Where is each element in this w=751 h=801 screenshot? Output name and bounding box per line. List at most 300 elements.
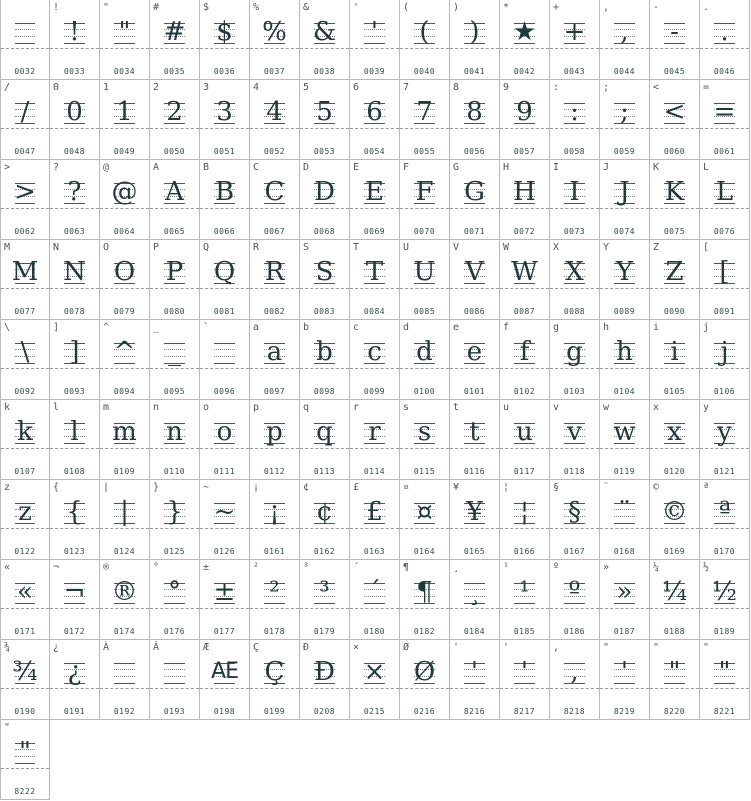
glyph-preview: $ [216, 17, 233, 47]
baseline-divider [550, 448, 599, 449]
glyph-cell[interactable] [550, 240, 600, 320]
glyph-character-label: F [403, 162, 410, 173]
glyph-cell[interactable] [500, 400, 550, 480]
glyph-cell[interactable] [700, 80, 750, 160]
glyph-character-label: $ [203, 2, 210, 13]
glyph-cell[interactable] [450, 400, 500, 480]
glyph-code: 0174 [113, 627, 136, 636]
glyph-cell[interactable] [600, 400, 650, 480]
glyph-cell[interactable] [350, 560, 400, 640]
glyph-preview: ª [718, 497, 731, 527]
glyph-preview: 9 [516, 97, 533, 127]
glyph-cell[interactable] [0, 720, 50, 800]
baseline-divider [100, 368, 149, 369]
glyph-cell[interactable] [300, 160, 350, 240]
glyph-cell[interactable] [600, 0, 650, 80]
glyph-character-label: { [53, 482, 60, 493]
glyph-code: 0198 [213, 707, 236, 716]
glyph-cell[interactable] [400, 560, 450, 640]
glyph-code: 0096 [213, 387, 236, 396]
glyph-cell[interactable] [50, 80, 100, 160]
glyph-character-label: " [4, 722, 11, 733]
glyph-cell[interactable] [100, 240, 150, 320]
glyph-character-label: n [153, 402, 160, 413]
glyph-cell[interactable] [350, 240, 400, 320]
glyph-cell[interactable] [250, 560, 300, 640]
glyph-cell[interactable] [600, 480, 650, 560]
glyph-cell[interactable] [550, 160, 600, 240]
baseline-divider [300, 448, 349, 449]
glyph-cell[interactable] [200, 240, 250, 320]
glyph-code: 0051 [213, 147, 236, 156]
glyph-cell[interactable] [100, 400, 150, 480]
baseline-divider [400, 608, 449, 609]
glyph-preview: N [63, 257, 86, 287]
glyph-cell[interactable] [200, 560, 250, 640]
glyph-cell[interactable] [600, 320, 650, 400]
glyph-character-label: - [653, 2, 660, 13]
glyph-preview: & [312, 17, 337, 47]
glyph-cell[interactable] [150, 560, 200, 640]
glyph-cell[interactable] [500, 0, 550, 80]
glyph-code: 0185 [513, 627, 536, 636]
glyph-cell[interactable] [150, 480, 200, 560]
glyph-cell[interactable] [50, 480, 100, 560]
glyph-cell[interactable] [150, 0, 200, 80]
glyph-cell[interactable] [0, 80, 50, 160]
baseline-divider [250, 448, 299, 449]
glyph-cell[interactable] [400, 320, 450, 400]
glyph-character-label: p [253, 402, 260, 413]
glyph-cell[interactable] [650, 160, 700, 240]
glyph-cell[interactable] [50, 560, 100, 640]
glyph-cell[interactable] [600, 80, 650, 160]
glyph-cell[interactable] [250, 640, 300, 720]
glyph-preview: ³ [319, 577, 330, 607]
glyph-code: 0109 [113, 467, 136, 476]
glyph-cell[interactable] [450, 640, 500, 720]
glyph-character-label: Ð [303, 642, 310, 653]
baseline-divider [200, 448, 249, 449]
glyph-cell[interactable] [400, 480, 450, 560]
glyph-cell[interactable] [350, 480, 400, 560]
baseline-divider [350, 128, 399, 129]
glyph-preview: ¡ [269, 497, 280, 527]
glyph-code: 0087 [513, 307, 536, 316]
baseline-divider [100, 528, 149, 529]
glyph-cell[interactable] [550, 80, 600, 160]
glyph-code: 0080 [163, 307, 186, 316]
glyph-cell[interactable] [0, 0, 50, 80]
glyph-cell[interactable] [250, 480, 300, 560]
glyph-cell[interactable] [250, 240, 300, 320]
glyph-character-label: 9 [503, 82, 510, 93]
glyph-code: 0069 [363, 227, 386, 236]
glyph-cell[interactable] [250, 400, 300, 480]
glyph-cell[interactable] [700, 560, 750, 640]
glyph-cell[interactable] [100, 0, 150, 80]
glyph-cell[interactable] [400, 160, 450, 240]
glyph-preview: [ [719, 257, 730, 287]
glyph-cell[interactable] [600, 560, 650, 640]
glyph-preview: Đ [314, 657, 335, 687]
glyph-character-label: 0 [53, 82, 60, 93]
glyph-cell[interactable] [100, 640, 150, 720]
glyph-cell[interactable] [400, 240, 450, 320]
glyph-cell[interactable] [500, 480, 550, 560]
glyph-preview: d [416, 337, 433, 367]
glyph-cell[interactable] [650, 640, 700, 720]
glyph-cell[interactable] [300, 560, 350, 640]
glyph-code: 0104 [613, 387, 636, 396]
glyph-code: 0126 [213, 547, 236, 556]
glyph-cell[interactable] [0, 560, 50, 640]
glyph-cell[interactable] [0, 320, 50, 400]
glyph-cell[interactable] [300, 480, 350, 560]
glyph-cell[interactable] [700, 320, 750, 400]
glyph-cell[interactable] [0, 240, 50, 320]
glyph-cell[interactable] [650, 480, 700, 560]
glyph-code: 0179 [313, 627, 336, 636]
glyph-cell[interactable] [150, 400, 200, 480]
glyph-cell[interactable] [150, 320, 200, 400]
glyph-preview: ' [370, 17, 379, 47]
glyph-cell[interactable] [550, 560, 600, 640]
glyph-code: 0117 [513, 467, 536, 476]
glyph-cell[interactable] [650, 560, 700, 640]
glyph-cell[interactable] [350, 0, 400, 80]
glyph-preview: R [264, 257, 285, 287]
glyph-preview: AE [211, 659, 238, 684]
glyph-preview: Q [213, 257, 236, 287]
glyph-code: 0045 [663, 67, 686, 76]
glyph-cell[interactable] [200, 0, 250, 80]
glyph-cell[interactable] [700, 480, 750, 560]
glyph-character-label: « [4, 562, 11, 573]
glyph-cell[interactable] [50, 320, 100, 400]
glyph-preview: T [365, 257, 384, 287]
glyph-cell[interactable] [100, 320, 150, 400]
glyph-cell[interactable] [600, 160, 650, 240]
glyph-cell[interactable] [400, 0, 450, 80]
baseline-divider [400, 448, 449, 449]
baseline-divider [700, 608, 749, 609]
glyph-cell[interactable] [200, 80, 250, 160]
baseline-divider [200, 208, 249, 209]
glyph-cell[interactable] [200, 480, 250, 560]
baseline-divider [700, 128, 749, 129]
glyph-cell[interactable] [300, 640, 350, 720]
baseline-divider [100, 128, 149, 129]
glyph-preview: £ [366, 497, 383, 527]
glyph-code: 0057 [513, 147, 536, 156]
baseline-divider [650, 208, 699, 209]
glyph-cell[interactable] [50, 240, 100, 320]
glyph-character-label: ¾ [4, 642, 11, 653]
glyph-cell[interactable] [650, 320, 700, 400]
baseline-divider [1, 688, 49, 689]
glyph-preview: ] [69, 337, 80, 367]
glyph-cell[interactable] [450, 320, 500, 400]
glyph-preview: ² [269, 577, 280, 607]
glyph-cell[interactable] [150, 160, 200, 240]
glyph-cell[interactable] [600, 640, 650, 720]
glyph-cell[interactable] [500, 640, 550, 720]
glyph-cell[interactable] [100, 160, 150, 240]
glyph-code: 0073 [563, 227, 586, 236]
glyph-cell[interactable] [550, 0, 600, 80]
glyph-preview: P [165, 257, 184, 287]
glyph-cell[interactable] [200, 400, 250, 480]
glyph-character-label: ª [703, 482, 710, 493]
glyph-cell[interactable] [0, 400, 50, 480]
glyph-preview: > [14, 177, 36, 207]
baseline-divider [250, 688, 299, 689]
glyph-cell[interactable] [700, 640, 750, 720]
glyph-cell[interactable] [350, 160, 400, 240]
glyph-cell[interactable] [50, 160, 100, 240]
glyph-preview: » [616, 577, 633, 607]
glyph-cell[interactable] [600, 240, 650, 320]
glyph-cell[interactable] [500, 80, 550, 160]
glyph-preview [150, 656, 199, 688]
glyph-cell[interactable] [50, 640, 100, 720]
glyph-cell[interactable] [300, 0, 350, 80]
baseline-divider [400, 128, 449, 129]
glyph-preview: ¨ [618, 497, 631, 527]
glyph-code: 0034 [113, 67, 136, 76]
glyph-code: 0164 [413, 547, 436, 556]
glyph-character-label: @ [103, 162, 110, 173]
glyph-preview: \ [20, 337, 30, 367]
glyph-preview: ' [520, 657, 529, 687]
glyph-code: 0033 [63, 67, 86, 76]
baseline-divider [300, 368, 349, 369]
glyph-cell[interactable] [350, 640, 400, 720]
baseline-divider [550, 608, 599, 609]
baseline-divider [1, 768, 49, 769]
glyph-code: 0043 [563, 67, 586, 76]
glyph-preview: ® [111, 577, 138, 607]
glyph-cell[interactable] [650, 400, 700, 480]
baseline-divider [250, 208, 299, 209]
glyph-cell[interactable] [700, 160, 750, 240]
glyph-cell[interactable] [150, 80, 200, 160]
glyph-preview: y [717, 417, 732, 447]
glyph-cell[interactable] [0, 640, 50, 720]
glyph-character-label: S [303, 242, 310, 253]
baseline-divider [250, 608, 299, 609]
glyph-cell[interactable] [300, 320, 350, 400]
glyph-preview: A [165, 177, 184, 207]
glyph-code: 0191 [63, 707, 86, 716]
glyph-code: 0070 [413, 227, 436, 236]
glyph-cell[interactable] [50, 0, 100, 80]
glyph-code: 0114 [363, 467, 386, 476]
glyph-preview [1, 16, 49, 48]
glyph-cell[interactable] [650, 0, 700, 80]
glyph-preview [200, 336, 249, 368]
glyph-cell[interactable] [150, 640, 200, 720]
glyph-code: 8222 [14, 787, 36, 796]
glyph-preview: v [567, 417, 582, 447]
baseline-divider [700, 448, 749, 449]
glyph-preview: ^ [113, 337, 136, 367]
glyph-code: 0180 [363, 627, 386, 636]
glyph-cell[interactable] [450, 160, 500, 240]
glyph-cell[interactable] [700, 400, 750, 480]
glyph-character-label: | [103, 482, 110, 493]
glyph-cell[interactable] [500, 560, 550, 640]
glyph-character-label: % [253, 2, 260, 13]
baseline-divider [150, 528, 199, 529]
baseline-divider [450, 288, 499, 289]
glyph-preview: Ç [264, 657, 285, 687]
glyph-preview: L [715, 177, 734, 207]
glyph-cell[interactable] [300, 80, 350, 160]
glyph-cell[interactable] [400, 80, 450, 160]
glyph-cell[interactable] [650, 80, 700, 160]
glyph-cell[interactable] [550, 640, 600, 720]
baseline-divider [400, 368, 449, 369]
glyph-preview: O [113, 257, 136, 287]
glyph-code: 0060 [663, 147, 686, 156]
glyph-preview: _ [168, 337, 181, 367]
glyph-preview: e [466, 337, 483, 367]
glyph-cell[interactable] [500, 320, 550, 400]
glyph-character-label: e [453, 322, 460, 333]
glyph-code: 0166 [513, 547, 536, 556]
glyph-cell[interactable] [350, 400, 400, 480]
glyph-preview: 4 [266, 97, 283, 127]
glyph-character-label: W [503, 242, 510, 253]
glyph-character-label: f [503, 322, 510, 333]
baseline-divider [100, 48, 149, 49]
glyph-cell[interactable] [200, 320, 250, 400]
baseline-divider [550, 688, 599, 689]
glyph-cell[interactable] [250, 160, 300, 240]
glyph-preview: " [118, 17, 131, 47]
glyph-character-label: O [103, 242, 110, 253]
glyph-preview: K [664, 177, 685, 207]
glyph-character-label: » [603, 562, 610, 573]
glyph-preview: W [511, 257, 538, 287]
glyph-cell[interactable] [0, 480, 50, 560]
glyph-cell[interactable] [700, 240, 750, 320]
glyph-cell[interactable] [200, 640, 250, 720]
glyph-cell[interactable] [300, 240, 350, 320]
glyph-cell[interactable] [450, 240, 500, 320]
glyph-preview: " [668, 657, 681, 687]
glyph-cell[interactable] [300, 400, 350, 480]
glyph-code: 0092 [14, 387, 36, 396]
glyph-character-label: Q [203, 242, 210, 253]
glyph-preview: F [415, 177, 434, 207]
glyph-cell[interactable] [400, 640, 450, 720]
baseline-divider [600, 448, 649, 449]
glyph-cell[interactable] [150, 240, 200, 320]
glyph-code: 0119 [613, 467, 636, 476]
baseline-divider [150, 688, 199, 689]
glyph-code: 0099 [363, 387, 386, 396]
glyph-cell[interactable] [450, 480, 500, 560]
glyph-character-label: < [653, 82, 660, 93]
baseline-divider [150, 48, 199, 49]
baseline-divider [650, 368, 699, 369]
baseline-divider [100, 288, 149, 289]
glyph-cell[interactable] [400, 400, 450, 480]
glyph-character-label: v [553, 402, 560, 413]
glyph-cell[interactable] [250, 0, 300, 80]
glyph-cell[interactable] [450, 0, 500, 80]
glyph-cell[interactable] [550, 400, 600, 480]
glyph-cell[interactable] [450, 80, 500, 160]
glyph-code: 0067 [263, 227, 286, 236]
baseline-divider [700, 208, 749, 209]
glyph-preview: º [568, 577, 581, 607]
glyph-cell[interactable] [550, 320, 600, 400]
glyph-cell[interactable] [200, 160, 250, 240]
baseline-divider [500, 688, 549, 689]
glyph-character-label: ' [353, 2, 360, 13]
glyph-cell[interactable] [350, 80, 400, 160]
glyph-preview: , [620, 17, 629, 47]
glyph-character-label: ! [53, 2, 60, 13]
glyph-character-label: * [503, 2, 510, 13]
glyph-cell[interactable] [650, 240, 700, 320]
glyph-cell[interactable] [100, 480, 150, 560]
glyph-code: 0035 [163, 67, 186, 76]
glyph-cell[interactable] [50, 400, 100, 480]
glyph-code: 0100 [413, 387, 436, 396]
glyph-preview: ( [419, 17, 430, 47]
baseline-divider [600, 368, 649, 369]
glyph-code: 0055 [413, 147, 436, 156]
glyph-character-label: 1 [103, 82, 110, 93]
glyph-code: 0170 [713, 547, 736, 556]
glyph-code: 0091 [713, 307, 736, 316]
glyph-character-label: I [553, 162, 560, 173]
glyph-preview: ; [620, 97, 629, 127]
glyph-cell[interactable] [500, 160, 550, 240]
baseline-divider [1, 528, 49, 529]
baseline-divider [500, 288, 549, 289]
baseline-divider [200, 528, 249, 529]
glyph-code: 0199 [263, 707, 286, 716]
glyph-code: 0065 [163, 227, 186, 236]
glyph-cell[interactable] [100, 80, 150, 160]
glyph-character-label: L [703, 162, 710, 173]
glyph-cell[interactable] [250, 80, 300, 160]
glyph-cell[interactable] [0, 160, 50, 240]
glyph-character-label: X [553, 242, 560, 253]
glyph-cell[interactable] [700, 0, 750, 80]
glyph-character-label: P [153, 242, 160, 253]
glyph-cell[interactable] [100, 560, 150, 640]
baseline-divider [700, 688, 749, 689]
glyph-code: 0090 [663, 307, 686, 316]
baseline-divider [50, 208, 99, 209]
glyph-character-label: Æ [203, 642, 210, 653]
glyph-cell[interactable] [250, 320, 300, 400]
glyph-cell[interactable] [450, 560, 500, 640]
glyph-character-label: Á [153, 642, 160, 653]
glyph-code: 0075 [663, 227, 686, 236]
glyph-cell[interactable] [500, 240, 550, 320]
glyph-character-label: ³ [303, 562, 310, 573]
glyph-cell[interactable] [350, 320, 400, 400]
glyph-cell[interactable] [550, 480, 600, 560]
